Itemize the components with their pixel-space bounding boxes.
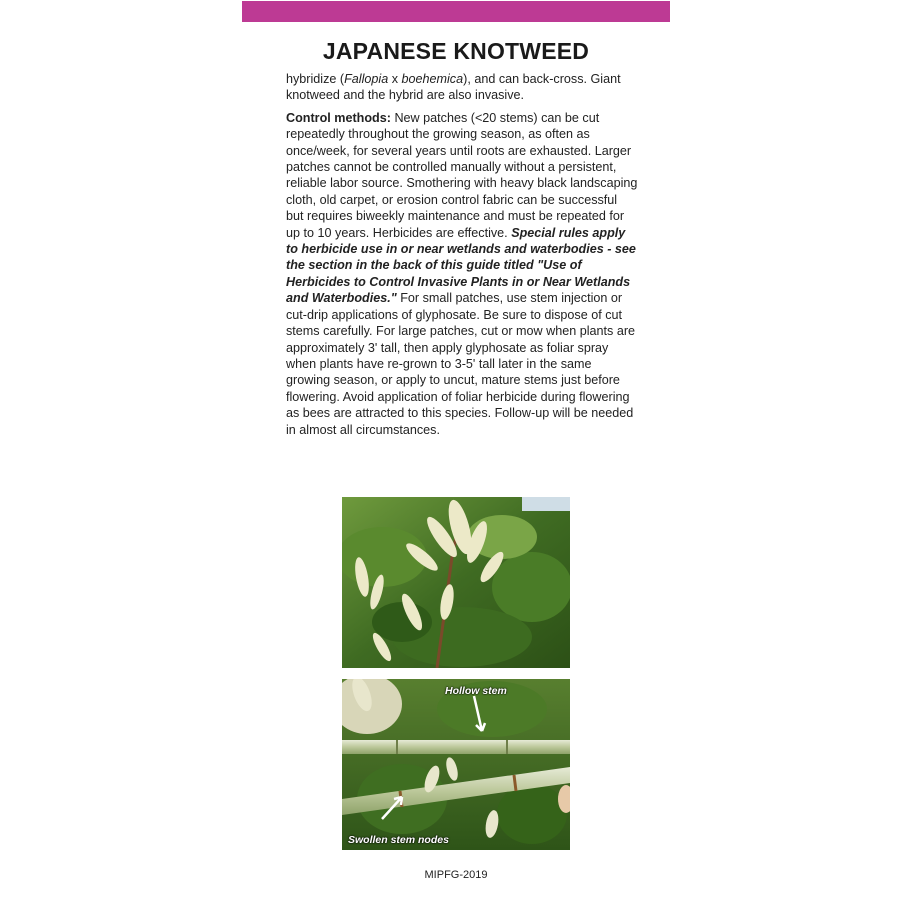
genus-name: Fallopia bbox=[344, 72, 389, 86]
swollen-nodes-label: Swollen stem nodes bbox=[348, 834, 449, 846]
intro-mid: x bbox=[388, 72, 402, 86]
intro-post: ), and can back-cross. Giant knotweed and the hybrid are also invasive. bbox=[286, 72, 621, 103]
intro-pre: hybridize ( bbox=[286, 72, 345, 86]
header-color-bar bbox=[242, 1, 670, 22]
page-title: JAPANESE KNOTWEED bbox=[322, 38, 590, 64]
control-heading: Control methods: bbox=[286, 110, 391, 125]
control-text-b: For small patches, use stem injection or cut-drip applications of glyphosate. Be sure to dispose of cut stems carefully. For large patches, cut or mow when plants are approximately 3' tall, then apply glyphosate as foliar spray when plants have re-grown to 3-5' tall later in the same growing season, or apply to uncut, mature stems just before flowering. Avoid application of foliar herbicide during flowering as bees are attracted to this species. Follow-up will be needed in almost all circumstances. bbox=[286, 291, 636, 437]
hollow-stem-label: Hollow stem bbox=[445, 685, 507, 697]
species-name: boehemica bbox=[401, 72, 464, 86]
body-text bbox=[286, 71, 638, 444]
knotweed-flowers-image bbox=[342, 497, 570, 668]
knotweed-stems-image bbox=[342, 679, 570, 850]
control-paragraph bbox=[286, 110, 638, 438]
stems-photo bbox=[342, 679, 570, 850]
intro-paragraph bbox=[286, 71, 638, 104]
wetlands-warning: Special rules apply to herbicide use in or near wetlands and waterbodies - see the section in the back of this guide titled "Use of Herbicides to Control Invasive Plants in or Near Wetlands and Waterbodies." bbox=[286, 225, 636, 306]
footer-code: MIPFG-2019 bbox=[424, 869, 488, 881]
control-text-a: New patches (<20 stems) can be cut repeatedly throughout the growing season, as often as once/week, for several years until roots are exhausted. Larger patches cannot be controlled manually without a persistent, reliable labor source. Smothering with heavy black landscaping cloth, old carpet, or erosion control fabric can be successful but requires biweekly maintenance and must be repeated for up to 10 years. Herbicides are effective. bbox=[286, 110, 638, 240]
flowers-photo bbox=[342, 497, 570, 668]
